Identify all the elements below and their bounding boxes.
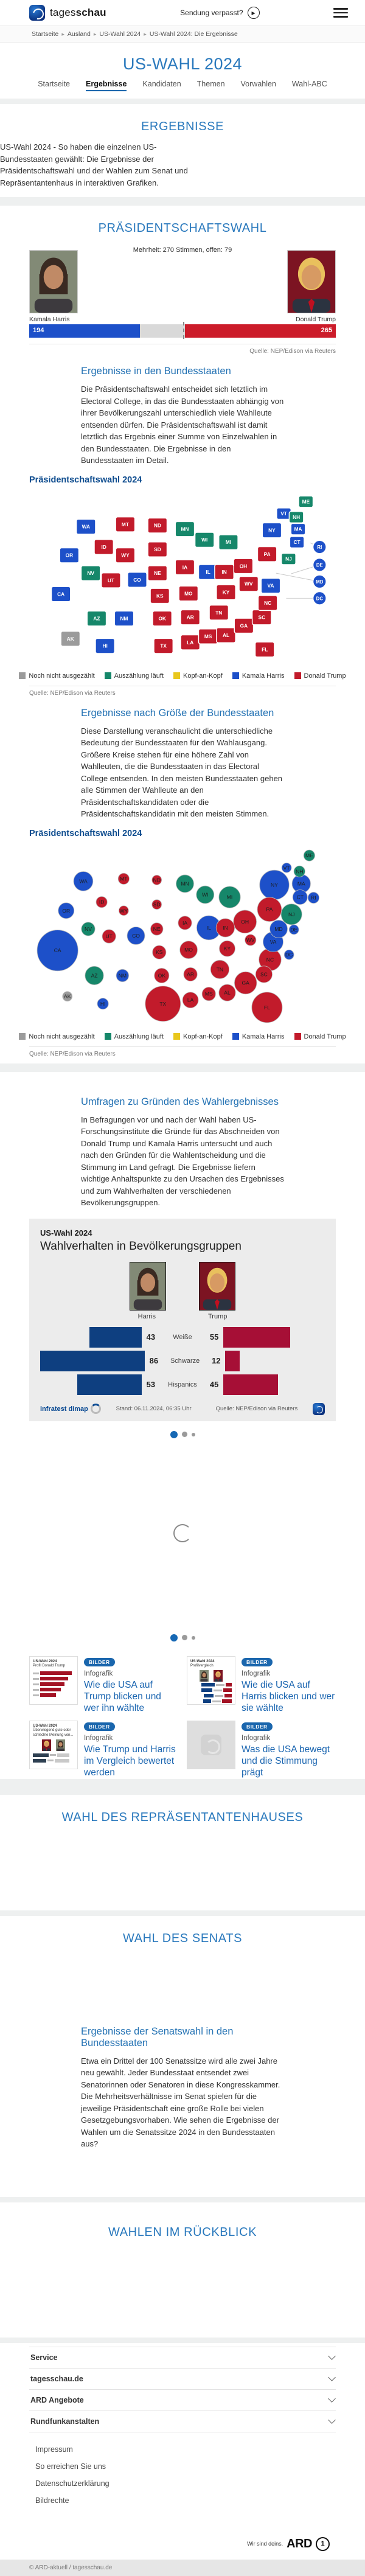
state-label: VA: [267, 582, 274, 589]
state-label: NC: [264, 599, 272, 606]
state-label: LA: [187, 639, 194, 646]
trump-bar: [223, 1327, 290, 1348]
legend-label: Kopf-an-Kopf: [182, 672, 223, 680]
carousel-dot[interactable]: [170, 1634, 178, 1641]
legend-swatch: [173, 1033, 180, 1040]
chart-stand: Stand: 06.11.2024, 06:35 Uhr: [116, 1405, 192, 1412]
trump-bar-segment[interactable]: [185, 324, 336, 338]
state-label: MN: [181, 526, 189, 532]
state-label: WV: [245, 580, 253, 587]
teaser-kicker: Infografik: [242, 1669, 271, 1677]
bubble-state-label: MI: [226, 894, 233, 900]
bubble-legend: [12, 1033, 353, 1040]
teaser-thumbnail[interactable]: [187, 1721, 235, 1769]
state-label: IA: [182, 563, 188, 570]
bubble-state-label: OH: [241, 918, 249, 925]
senat-heading: WAHL DES SENATS: [122, 1931, 243, 1945]
tab-startseite[interactable]: Startseite: [38, 80, 71, 88]
state-label: MD: [316, 579, 324, 585]
teaser-card[interactable]: [187, 1721, 336, 1779]
trump-bar: [223, 1374, 278, 1395]
demo-row-schwarze: [40, 1350, 325, 1372]
legend-swatch: [19, 1033, 26, 1040]
harris-bar-segment[interactable]: [29, 324, 140, 338]
loading-spinner-icon: [173, 1524, 192, 1542]
harris-value: 86: [149, 1356, 159, 1365]
chart-kicker: US-Wahl 2024: [40, 1228, 92, 1238]
tab-themen[interactable]: Themen: [196, 80, 225, 88]
state-label: CT: [293, 538, 301, 545]
repraesentantenhaus-heading: WAHL DES REPRÄSENTANTENHAUSES: [61, 1810, 304, 1824]
accordion-label: tagesschau.de: [30, 2374, 83, 2383]
legend-item: [19, 672, 94, 680]
bubble-state-label: ND: [153, 876, 161, 883]
chevron-down-icon: [328, 2373, 336, 2381]
trump-name-label: Donald Trump: [296, 316, 336, 323]
breadcrumb-separator: ▸: [93, 31, 97, 37]
map-chart-label: Präsidentschaftswahl 2024: [29, 475, 142, 485]
bubble-state-label: OR: [62, 907, 71, 914]
bubble-state-label: VT: [283, 864, 290, 871]
state-label: NH: [293, 513, 301, 520]
teaser-kicker: Infografik: [242, 1734, 271, 1742]
trump-column-label: Trump: [207, 1312, 228, 1320]
bubble-state-label: GA: [242, 980, 249, 986]
praesidentschaftswahl-heading: PRÄSIDENTSCHAFTSWAHL: [98, 221, 267, 235]
candidate-duel: [29, 245, 336, 323]
harris-name-label: Kamala Harris: [29, 316, 70, 323]
repraesentantenhaus-section: [0, 1795, 365, 1910]
page-title: US-WAHL 2024: [122, 55, 243, 73]
tab-wahl-abc[interactable]: Wahl-ABC: [291, 80, 327, 88]
loading-zone: [0, 1442, 365, 1624]
bubble-state-label: CA: [54, 947, 61, 953]
state-label: AR: [186, 614, 194, 621]
bubble-state-label: LA: [187, 997, 194, 1003]
state-label: CA: [57, 590, 65, 597]
harris-photo-small: [130, 1262, 166, 1311]
bubble-state-label: PA: [266, 906, 273, 913]
state-label: HI: [102, 642, 108, 649]
rueckblick-section: [0, 2202, 365, 2338]
bubble-state-label: NJ: [288, 911, 295, 917]
teaser-title[interactable]: Wie Trump und Harris im Vergleich bewertet werden: [84, 1744, 176, 1778]
bubble-state-label: MO: [184, 946, 193, 953]
legend-label: Donald Trump: [304, 672, 346, 680]
state-label: KS: [156, 592, 164, 599]
copyright-note: © ARD-aktuell / tagesschau.de: [0, 2560, 365, 2576]
carousel-dots: [0, 1421, 365, 1442]
harris-bar: [77, 1374, 142, 1395]
trump-value: 55: [209, 1332, 219, 1342]
harris-value: 43: [146, 1332, 156, 1342]
state-label: TX: [160, 642, 167, 649]
bubble-state-label: NC: [266, 956, 274, 963]
trump-bar: [225, 1351, 240, 1371]
missed-show-button[interactable]: [180, 7, 259, 19]
bubble-state-label: MT: [120, 875, 128, 882]
legend-swatch: [105, 1033, 111, 1040]
bubble-state-label: WV: [246, 936, 255, 943]
breadcrumb-separator: ▸: [144, 31, 147, 37]
category-label: Hispanics: [168, 1380, 197, 1388]
bubble-state-label: NH: [296, 868, 304, 874]
bubble-state-label: TN: [216, 966, 224, 972]
state-label: NM: [120, 615, 128, 622]
bubble-state-label: MA: [297, 880, 305, 886]
tagesschau-logo[interactable]: [29, 5, 106, 21]
tab-ergebnisse[interactable]: Ergebnisse: [86, 80, 127, 91]
tagesschau-globe-icon: [29, 5, 45, 21]
state-label: NJ: [285, 555, 292, 562]
category-label: Weiße: [173, 1333, 192, 1341]
bubble-state-label: VA: [269, 938, 277, 945]
ergebnisse-section: [0, 104, 365, 197]
state-label: PA: [263, 551, 271, 557]
bubble-state-label: KS: [156, 949, 163, 955]
state-label: TN: [215, 609, 223, 616]
harris-bar: [89, 1327, 142, 1348]
source-note: Quelle: NEP/Edison via Reuters: [249, 348, 336, 355]
ard-brand: [35, 2537, 330, 2551]
breadcrumb-item[interactable]: Startseite: [32, 30, 59, 38]
carousel-dot[interactable]: [182, 1635, 187, 1640]
electoral-vote-count: 194: [33, 327, 44, 334]
legend-item: [105, 1033, 164, 1040]
umfragen-heading: Umfragen zu Gründen des Wahlergebnisses: [81, 1096, 279, 1107]
breadcrumb-item[interactable]: Ausland: [67, 30, 91, 38]
state-label: IN: [221, 568, 227, 575]
legend-label: Donald Trump: [304, 1032, 346, 1040]
bubble-state-label: IA: [182, 919, 188, 926]
teaser-card[interactable]: [29, 1656, 178, 1714]
carousel-dot[interactable]: [170, 1431, 178, 1438]
carousel-dot[interactable]: [192, 1433, 195, 1436]
legend-label: Auszählung läuft: [114, 1032, 164, 1040]
accordion-label: ARD Angebote: [30, 2395, 84, 2404]
state-label: ME: [302, 498, 310, 505]
legend-swatch: [232, 672, 239, 679]
ard-one-icon: 1: [316, 2537, 330, 2551]
state-label: RI: [317, 544, 322, 550]
bubble-state-label: RI: [311, 894, 316, 901]
teaser-badge: BILDER: [84, 1658, 115, 1666]
bubble-state-label: IL: [206, 924, 211, 931]
tagesschau-wordmark: tagesschau: [50, 7, 106, 18]
bubble-state-label: IN: [223, 924, 228, 931]
state-label: FL: [262, 646, 268, 653]
ergebnisse-heading: ERGEBNISSE: [141, 120, 224, 133]
footer-accordion-tagesschau-de[interactable]: [29, 2368, 336, 2389]
bubble-state-label: NM: [118, 972, 127, 978]
trump-value: 12: [212, 1356, 221, 1365]
footer-link-so-erreichen-sie-uns[interactable]: So erreichen Sie uns: [35, 2462, 106, 2471]
tab-kandidaten[interactable]: Kandidaten: [142, 80, 181, 88]
teaser-thumbnail[interactable]: US-Wahl 2024 Profil Donald Trump: [29, 1656, 78, 1705]
missed-show-label: Sendung verpasst?: [180, 9, 243, 17]
bubble-state-label: OK: [158, 972, 165, 978]
bubble-state-label: ID: [99, 899, 105, 905]
carousel-dot[interactable]: [182, 1432, 187, 1437]
bubble-state-label: KY: [223, 945, 231, 952]
chart-title: Wahlverhalten in Bevölkerungsgruppen: [40, 1239, 242, 1253]
state-label: MT: [121, 521, 129, 527]
footer-accordions: [0, 2347, 365, 2432]
bubble-state-label: AZ: [91, 972, 98, 978]
bubble-state-label: MS: [204, 990, 213, 997]
state-label: IL: [206, 568, 210, 575]
state-label: DE: [316, 562, 323, 568]
open-bar-segment[interactable]: [140, 324, 185, 338]
legend-item: [294, 672, 346, 680]
state-label: NY: [268, 527, 276, 534]
teaser-grid: [29, 1656, 336, 1779]
state-label: MS: [204, 633, 212, 639]
legend-label: Kamala Harris: [242, 1032, 285, 1040]
legend-item: [105, 672, 164, 680]
praesidentschaftswahl-section: [0, 206, 365, 1063]
map-legend: [12, 672, 353, 680]
legend-label: Kopf-an-Kopf: [182, 1032, 223, 1040]
legend-swatch: [294, 1033, 301, 1040]
state-label: DC: [316, 595, 323, 601]
legend-label: Auszählung läuft: [114, 672, 164, 680]
chevron-down-icon: [328, 2416, 336, 2424]
majority-marker: [183, 322, 184, 339]
footer-link-impressum[interactable]: Impressum: [35, 2445, 73, 2454]
harris-bar: [40, 1351, 145, 1371]
breadcrumb-separator: ▸: [61, 31, 64, 37]
teaser-badge: BILDER: [242, 1722, 273, 1731]
state-label: AZ: [93, 615, 100, 622]
state-label: AK: [66, 635, 74, 642]
electoral-vote-count: 265: [321, 327, 332, 334]
bubble-state-label: WI: [202, 891, 209, 898]
state-label: GA: [240, 622, 248, 628]
state-label: WA: [82, 523, 90, 530]
donald-trump-photo: [287, 250, 336, 313]
chart-source: Quelle: NEP/Edison via Reuters: [215, 1405, 298, 1412]
legend-item: [294, 1033, 346, 1040]
umfragen-section: [0, 1072, 365, 1779]
state-label: OK: [158, 615, 166, 622]
bubble-state-label: NE: [153, 925, 161, 932]
senat-section: [0, 1916, 365, 2197]
footer-accordion-ard-angebote[interactable]: [29, 2389, 336, 2411]
teaser-kicker: Infografik: [84, 1734, 113, 1742]
chevron-down-icon: [328, 2352, 336, 2360]
state-label: ID: [101, 543, 106, 550]
bubble-chart-label: Präsidentschaftswahl 2024: [29, 828, 142, 838]
legend-swatch: [173, 672, 180, 679]
state-label: ND: [153, 522, 161, 529]
rueckblick-heading: WAHLEN IM RÜCKBLICK: [108, 2225, 257, 2239]
state-label: CO: [133, 576, 141, 583]
legend-item: [173, 1033, 223, 1040]
bubble-state-label: AL: [224, 989, 231, 996]
senat-subheading: Ergebnisse der Senatswahl in den Bundesstaaten: [81, 2025, 234, 2049]
umfragen-text: In Befragungen vor und nach der Wahl haben US-Forschungsinstitute die Gründe für das Abschneiden von Donald Trump und Kamala Harris untersucht und auch nach den Gründen für die Wahlentscheidung und die Stimmung im Land gefragt. Die Ergebnisse liefern wichtige Anhaltspunkte zu den Ursachen des Ergebnisses und zum Wahlverhalten der verschiedenen Bevölkerungsgruppen.: [81, 1115, 284, 1207]
states-text: Die Präsidentschaftswahl entscheidet sich letztlich im Electoral College, in das die Bundesstaaten abhängig von ihrer Bevölkerungszahl unterschiedlich viele Wahlleute entsenden dürfen. Die Präsidentschaftswahl ist damit letztlich das Ergebnis einer Summe von Einzelwahlen in den Bundesstaaten. Die Ergebnisse in den Bundesstaaten im Detail.: [81, 385, 284, 465]
trump-value: 45: [209, 1380, 219, 1389]
demo-row-weiße: [40, 1326, 325, 1348]
source-note: Quelle: NEP/Edison via Reuters: [29, 1050, 116, 1057]
bubble-state-label: CO: [132, 932, 140, 939]
state-label: WY: [121, 552, 130, 559]
teaser-card[interactable]: [187, 1656, 336, 1714]
tab-vorwahlen[interactable]: Vorwahlen: [240, 80, 276, 88]
teaser-thumbnail[interactable]: US-Wahl 2024 Profilvergleich: [187, 1656, 235, 1705]
bubble-state-label: AR: [187, 970, 195, 977]
legend-item: [232, 672, 285, 680]
legend-label: Noch nicht ausgezählt: [29, 672, 95, 680]
senat-text: Etwa ein Drittel der 100 Senatssitze wird alle zwei Jahre neu gewählt. Jeder Bundesstaat entsendet zwei Senatorinnen oder Senatoren in diese Kongresskammer. Die Mehrheitsverhältnisse im Senat spielen für die jeweilige Präsidentschaft eine große Rolle bei vielen Gesetzgebungsvorhaben. Wie sehen die Ergebnisse der Wahlen um die Senatssitze 2024 in den Bundesstaaten aus?: [81, 2056, 280, 2149]
bubble-state-label: HI: [100, 1000, 106, 1007]
tagesschau-icon: [313, 1403, 325, 1415]
title-section: [0, 43, 365, 99]
category-label: Schwarze: [170, 1357, 200, 1365]
chart-column-labels: [40, 1313, 325, 1320]
bubble-state-label: AK: [64, 993, 71, 1000]
infratest-ring-icon: [91, 1404, 101, 1414]
carousel-dots: [0, 1624, 365, 1645]
bubble-state-label: FL: [263, 1004, 270, 1011]
menu-hamburger-icon[interactable]: [333, 8, 348, 18]
bubble-state-label: WY: [119, 907, 128, 914]
divider: [29, 1046, 336, 1047]
teaser-title[interactable]: Wie die USA auf Harris blicken und wer sie wählte: [242, 1679, 335, 1714]
teaser-badge: BILDER: [242, 1658, 273, 1666]
legend-label: Kamala Harris: [242, 672, 285, 680]
page-footer: [0, 2343, 365, 2576]
teaser-thumbnail[interactable]: US-Wahl 2024 Überwiegend gute oder schlechte Meinung von...: [29, 1721, 78, 1769]
electoral-college-bar[interactable]: [29, 324, 336, 338]
state-label: WI: [201, 536, 208, 543]
bubble-state-label: UT: [105, 933, 113, 939]
teaser-title[interactable]: Wie die USA auf Trump blicken und wer ihn wählte: [84, 1679, 161, 1714]
us-states-map[interactable]: [29, 490, 336, 666]
play-icon[interactable]: ▶: [248, 7, 260, 19]
footer-links: [29, 2441, 336, 2509]
footer-link-datenschutzerkl-rung[interactable]: Datenschutzerklärung: [35, 2479, 109, 2488]
kamala-harris-photo: [29, 250, 78, 313]
legend-swatch: [232, 1033, 239, 1040]
state-label: SC: [258, 614, 266, 621]
bubble-state-label: NY: [271, 881, 278, 888]
trump-photo-small: [199, 1262, 235, 1311]
source-note: Quelle: NEP/Edison via Reuters: [29, 689, 116, 697]
chart-candidate-photos: [40, 1262, 325, 1311]
state-label: UT: [107, 577, 114, 583]
ergebnisse-intro: US-Wahl 2024 - So haben die einzelnen US-Bundesstaaten gewählt: Die Ergebnisse der Präsidentschaftswahl und der Wahlen zum Senat und Repräsentantenhaus in interaktiven Grafiken.: [0, 142, 188, 187]
state-label: MA: [294, 526, 302, 532]
legend-label: Noch nicht ausgezählt: [29, 1032, 95, 1040]
state-label: KY: [222, 588, 230, 595]
state-label: NV: [87, 569, 94, 576]
legend-item: [232, 1033, 285, 1040]
teaser-kicker: Infografik: [84, 1669, 113, 1677]
bubble-state-label: CT: [296, 894, 304, 900]
carousel-dot[interactable]: [192, 1636, 195, 1640]
bubble-state-label: MD: [274, 925, 283, 932]
harris-value: 53: [146, 1380, 156, 1389]
bubble-state-label: SD: [153, 901, 161, 908]
bubble-state-label: NV: [85, 925, 92, 932]
state-label: OR: [65, 552, 74, 559]
us-states-bubble-chart[interactable]: [29, 843, 336, 1027]
ard-tagline: Wir sind deins.: [247, 2541, 283, 2547]
accordion-label: Rundfunkanstalten: [30, 2417, 100, 2426]
state-label: AL: [222, 632, 230, 638]
chart-footer: [40, 1403, 325, 1415]
legend-swatch: [105, 672, 111, 679]
bubble-state-label: WA: [79, 877, 88, 884]
states-subheading: Ergebnisse in den Bundesstaaten: [81, 366, 231, 377]
bubble-state-label: DC: [285, 951, 293, 958]
tab-bar: [0, 80, 365, 99]
legend-item: [173, 672, 223, 680]
state-label: OH: [239, 562, 248, 569]
demographics-chart-card: [29, 1219, 336, 1421]
bubble-state-label: TX: [159, 1000, 167, 1007]
placeholder-globe-icon: [201, 1735, 221, 1755]
majority-note: Mehrheit: 270 Stimmen, offen: 79: [133, 246, 232, 254]
bubble-state-label: ME: [305, 852, 313, 858]
chevron-down-icon: [328, 2395, 336, 2403]
ard-wordmark: ARD: [287, 2536, 312, 2550]
chart-rows: [40, 1326, 325, 1396]
legend-swatch: [19, 672, 26, 679]
state-label: MI: [225, 538, 232, 545]
teaser-badge: BILDER: [84, 1722, 115, 1731]
bubble-state-label: MN: [181, 880, 189, 886]
legend-item: [19, 1033, 94, 1040]
infratest-dimap-logo: infratest dimap: [40, 1404, 101, 1414]
top-bar: [0, 0, 365, 26]
teaser-card[interactable]: [29, 1721, 178, 1779]
breadcrumb: [0, 26, 365, 43]
size-subheading: Ergebnisse nach Größe der Bundesstaaten: [81, 707, 274, 719]
footer-link-bildrechte[interactable]: Bildrechte: [35, 2496, 69, 2505]
legend-swatch: [294, 672, 301, 679]
breadcrumb-item[interactable]: US-Wahl 2024: [99, 30, 141, 38]
size-text: Diese Darstellung veranschaulicht die unterschiedliche Bedeutung der Bundesstaaten für den Wahlausgang. Größere Kreise stehen für eine höhere Zahl von Wahlleuten, die die Bundesstaaten in das Electoral College entsenden. In den meisten Bundesstaaten gehen alle Stimmen der Wahlleute an den Präsidentschaftskandidaten oder die Präsidentschaftskandidatin mit den meisten Stimmen.: [81, 726, 283, 818]
breadcrumb-item[interactable]: US-Wahl 2024: Die Ergebnisse: [149, 30, 238, 38]
bubble-state-label: SC: [260, 970, 268, 977]
state-label: SD: [154, 546, 161, 552]
footer-accordion-service[interactable]: [29, 2347, 336, 2368]
teaser-title[interactable]: Was die USA bewegt und die Stimmung prägt: [242, 1744, 330, 1778]
harris-column-label: Harris: [137, 1312, 156, 1320]
bubble-state-label: DE: [290, 926, 298, 933]
state-label: VT: [280, 510, 287, 517]
accordion-label: Service: [30, 2353, 58, 2362]
footer-accordion-rundfunkanstalten[interactable]: [29, 2411, 336, 2432]
demo-row-hispanics: [40, 1374, 325, 1396]
state-label: MO: [184, 590, 193, 596]
state-label: NE: [154, 569, 161, 576]
